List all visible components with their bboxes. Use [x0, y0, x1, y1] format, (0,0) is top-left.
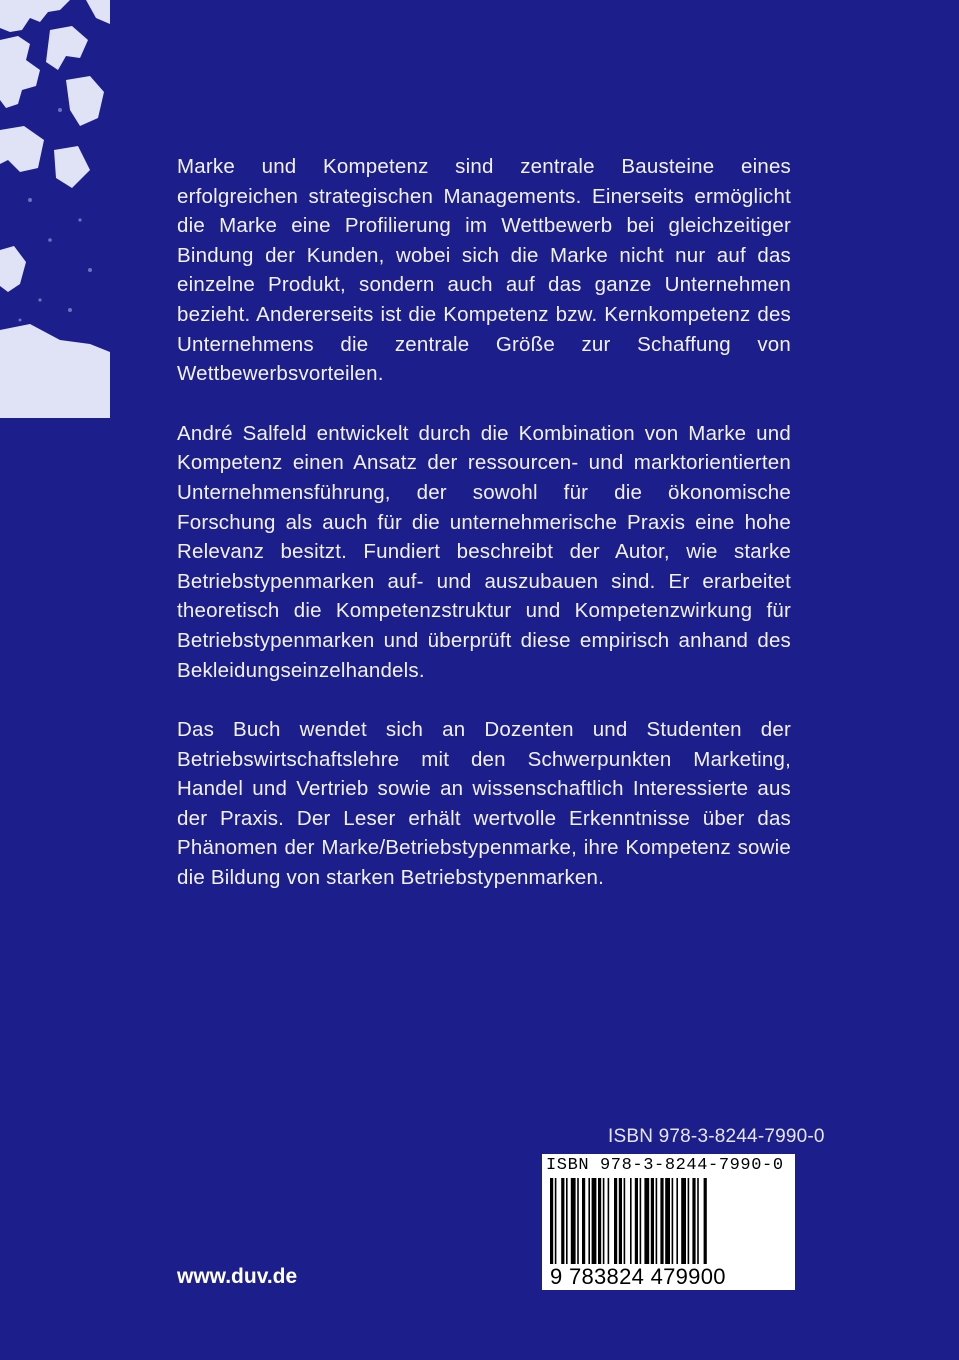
barcode-bar [630, 1178, 632, 1278]
barcode-bar [640, 1178, 642, 1278]
barcode-bar [688, 1178, 690, 1278]
paragraph-3: Das Buch wendet sich an Dozenten und Studenten der Betriebswirtschaftslehre mit den Schwerpunkten Marketing, Handel und Vertrieb sowie an wissenschaftlich Interessierte aus der Praxis. Der Leser erhält wertvolle Erkenntnisse über das Phänomen der Marke/Betriebstypenmarke, ihre Kompetenz sowie die Bildung von starken Betriebstypenmarken. [177, 718, 791, 890]
barcode-bar [681, 1178, 686, 1278]
barcode-bar [624, 1178, 626, 1278]
barcode-bar [582, 1178, 585, 1278]
barcode-bar [566, 1178, 568, 1278]
paragraph-2: André Salfeld entwickelt durch die Kombination von Marke und Kompetenz einen Ansatz der ressourcen- und marktorientierten Unternehmensführung, der sowohl für die ökonomische Forschung als auch für die unternehmerische Praxis eine hohe Relevanz besitzt. Fundiert beschreibt der Autor, wie starke Betriebstypenmarken auf- und auszubauen sind. Er erarbeitet theoretisch die Kompetenzstruktur und Kompetenzwirkung für Betriebstypenmarken und überprüft diese empirisch anhand des Bekleidungseinzelhandels. [177, 421, 791, 682]
barcode-bar [619, 1178, 622, 1278]
barcode-bar [644, 1178, 649, 1278]
barcode-bar [614, 1178, 617, 1278]
barcode-bars [550, 1178, 788, 1278]
barcode-bar [660, 1178, 663, 1278]
barcode-bar [635, 1178, 638, 1278]
barcode-bar [651, 1178, 654, 1278]
barcode-bar [656, 1178, 658, 1278]
barcode-bar [588, 1178, 590, 1278]
back-cover-text [177, 152, 791, 923]
barcode-bar [608, 1178, 610, 1278]
paragraph-1: Marke und Kompetenz sind zentrale Bausteine eines erfolgreichen strategischen Managements. Einerseits ermöglicht die Marke eine Profilierung im Wettbewerb bei gleichzeitiger Bindung der Kunden, wobei sich die Marke nicht nur auf das einzelne Produkt, sondern auch auf das ganze Unternehmen bezieht. Andererseits ist die Kompetenz bzw. Kernkompetenz des Unternehmens die zentrale Größe zur Schaffung von Wettbewerbsvorteilen. [177, 155, 791, 386]
website-url[interactable]: www.duv.de [177, 1265, 298, 1288]
barcode-bar [697, 1178, 699, 1278]
barcode-bar [561, 1178, 564, 1278]
barcode-bar [603, 1178, 605, 1278]
barcode-bar [555, 1178, 557, 1278]
barcode-bar [672, 1178, 674, 1278]
barcode-bar [598, 1178, 601, 1278]
globe-image [0, 0, 110, 418]
barcode-bar [577, 1178, 579, 1278]
barcode-bar [676, 1178, 678, 1278]
barcode-digits: 9 783824 479900 [550, 1264, 726, 1289]
barcode-bar [665, 1178, 670, 1278]
barcode [542, 1154, 795, 1290]
barcode-bar [692, 1178, 695, 1278]
barcode-bar [571, 1178, 576, 1278]
barcode-bar [592, 1178, 597, 1278]
barcode-bar [704, 1178, 707, 1278]
barcode-bar [550, 1178, 553, 1278]
barcode-isbn-text: ISBN 978-3-8244-7990-0 [546, 1156, 784, 1175]
isbn-label: ISBN 978-3-8244-7990-0 [608, 1126, 825, 1147]
